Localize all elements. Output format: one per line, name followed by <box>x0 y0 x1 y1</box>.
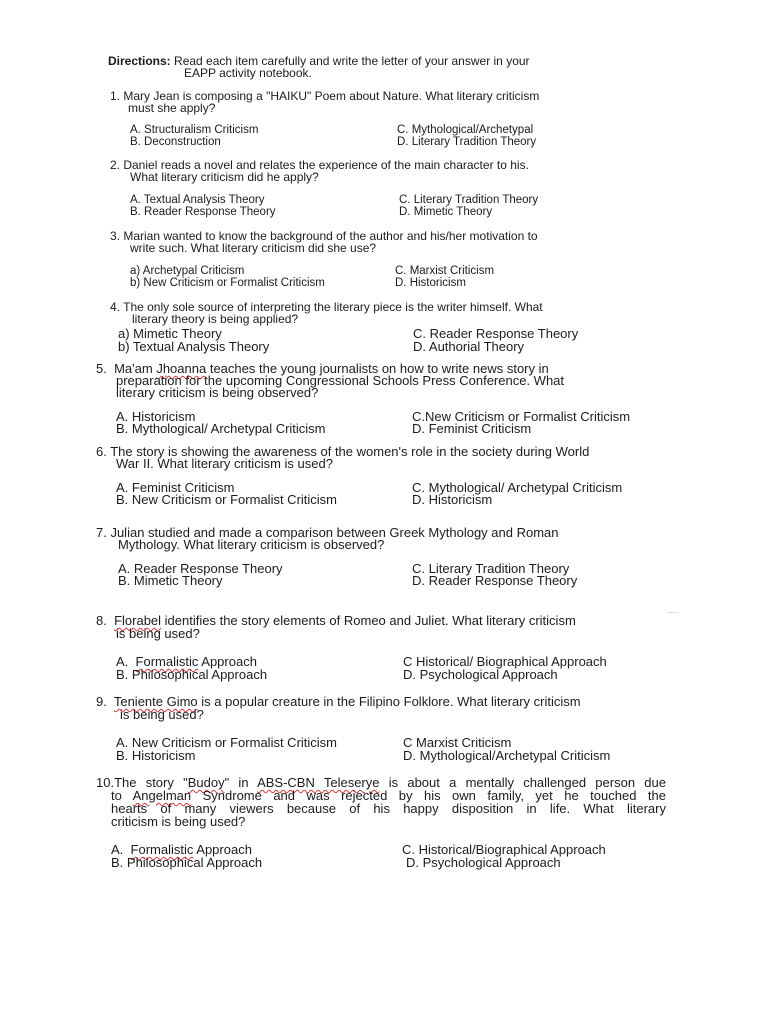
directions-line-1 <box>108 55 530 67</box>
question-8-choice-a-letter: A. <box>116 654 129 669</box>
question-1-choice-c: C. Mythological/Archetypal <box>397 124 534 136</box>
question-8-choice-a-word: Formalistic <box>135 654 199 669</box>
question-5-name: Jhoanna <box>156 361 207 376</box>
question-2-line-2: What literary criticism did he apply? <box>130 170 319 184</box>
question-4-choice-d: D. Authorial Theory <box>413 339 525 354</box>
question-7-line-2: Mythology. What literary criticism is observed? <box>118 537 385 552</box>
question-5-choice-c: C.New Criticism or Formalist Criticism <box>412 409 631 424</box>
question-9-name: Teniente Gimo <box>113 694 198 709</box>
question-3-choice-a: a) Archetypal Criticism <box>130 265 245 277</box>
question-10-text: is about a mentally challenged person due <box>388 775 666 790</box>
question-10-choice-b: B. Philosophical Approach <box>111 855 263 870</box>
stray-mark <box>667 612 679 613</box>
question-9-choice-d: D. Mythological/Archetypal Criticism <box>403 748 611 763</box>
question-5-text: teaches the young journalists on how to write news story in <box>209 361 549 376</box>
question-10-choice-c: C. Historical/Biographical Approach <box>402 842 606 857</box>
question-10-syndrome-name: Angelman <box>132 788 192 803</box>
question-5-choice-a: A. Historicism <box>116 409 196 424</box>
question-3-choice-d: D. Historicism <box>395 277 466 289</box>
question-8-choice-d: D. Psychological Approach <box>403 667 558 682</box>
question-10-line-2-text: Syndrome and was rejected by his own family, yet he touched the <box>202 788 666 803</box>
question-2-choice-d: D. Mimetic Theory <box>399 206 493 218</box>
question-9-line-2: is being used? <box>120 707 204 722</box>
question-6-choice-c: C. Mythological/ Archetypal Criticism <box>412 480 623 495</box>
question-8-number: 8. <box>96 613 107 628</box>
question-10-prefix: 10.The story " <box>96 775 188 790</box>
question-2-choice-a: A. Textual Analysis Theory <box>130 194 265 206</box>
question-1-choice-b: B. Deconstruction <box>130 136 221 148</box>
directions-text: Read each item carefully and write the letter of your answer in your <box>174 54 530 68</box>
question-8-text: identifies the story elements of Romeo and Juliet. What literary criticism <box>164 613 576 628</box>
question-9-text: is a popular creature in the Filipino Folklore. What literary criticism <box>201 694 581 709</box>
directions-label: Directions: <box>108 54 171 68</box>
question-10-line-2-pre: to <box>111 788 122 803</box>
question-2-line-1: 2. Daniel reads a novel and relates the experience of the main character to his. <box>110 158 529 172</box>
question-5-choice-b: B. Mythological/ Archetypal Criticism <box>116 421 326 436</box>
question-6-choice-a: A. Feminist Criticism <box>116 480 235 495</box>
question-4-line-2: literary theory is being applied? <box>132 312 299 326</box>
question-8-choice-a-rest: Approach <box>201 654 257 669</box>
question-9-choice-b: B. Historicism <box>116 748 196 763</box>
question-1-line-1: 1. Mary Jean is composing a "HAIKU" Poem about Nature. What literary criticism <box>110 89 540 103</box>
question-4-choice-b: b) Textual Analysis Theory <box>118 339 270 354</box>
question-5-number: 5. <box>96 361 107 376</box>
question-10-line-4: criticism is being used? <box>111 814 246 829</box>
question-2-choice-b: B. Reader Response Theory <box>130 206 276 218</box>
question-10-choice-a-rest: Approach <box>196 842 252 857</box>
question-10-mid: " in <box>224 775 249 790</box>
question-4-choice-a: a) Mimetic Theory <box>118 326 222 341</box>
directions-line-2: EAPP activity notebook. <box>184 66 312 80</box>
question-8-choice-c: C Historical/ Biographical Approach <box>403 654 607 669</box>
question-3-line-2: write such. What literary criticism did she use? <box>130 241 377 255</box>
question-5-line-2: preparation for the upcoming Congressional Schools Press Conference. What <box>116 373 565 388</box>
question-8-line-2: is being used? <box>116 626 200 641</box>
question-3-line-1: 3. Marian wanted to know the background of the author and his/her motivation to <box>110 229 538 243</box>
question-10-network: ABS-CBN Teleserye <box>257 775 380 790</box>
question-10-choice-d: D. Psychological Approach <box>406 855 561 870</box>
question-6-choice-d: D. Historicism <box>412 492 493 507</box>
question-2-choice-c: C. Literary Tradition Theory <box>399 194 539 206</box>
question-1-choice-a: A. Structuralism Criticism <box>130 124 259 136</box>
question-9-choice-a: A. New Criticism or Formalist Criticism <box>116 735 337 750</box>
question-5-line-3: literary criticism is being observed? <box>116 385 319 400</box>
question-3-choice-b: b) New Criticism or Formalist Criticism <box>130 277 325 289</box>
question-7-choice-c: C. Literary Tradition Theory <box>412 561 570 576</box>
question-1-line-2: must she apply? <box>128 101 216 115</box>
question-4-choice-c: C. Reader Response Theory <box>413 326 579 341</box>
question-8-name: Florabel <box>114 613 162 628</box>
question-1-choice-d: D. Literary Tradition Theory <box>397 136 537 148</box>
question-5-prefix: Ma'am <box>114 361 153 376</box>
question-8-choice-b: B. Philosophical Approach <box>116 667 268 682</box>
question-3-choice-c: C. Marxist Criticism <box>395 265 495 277</box>
question-4-line-1: 4. The only sole source of interpreting the literary piece is the writer himself. What <box>110 300 543 314</box>
question-10-choice-a-word: Formalistic <box>130 842 194 857</box>
question-7-choice-a: A. Reader Response Theory <box>118 561 283 576</box>
question-10-title: Budoy <box>187 775 225 790</box>
question-7-choice-d: D. Reader Response Theory <box>412 573 578 588</box>
question-7-line-1: 7. Julian studied and made a comparison between Greek Mythology and Roman <box>96 525 559 540</box>
question-10-line-3: hearts of many viewers because of his happy disposition in life. What literary <box>111 801 666 816</box>
question-9-number: 9. <box>96 694 107 709</box>
question-5-choice-d: D. Feminist Criticism <box>412 421 532 436</box>
question-6-line-2: War II. What literary criticism is used? <box>116 456 333 471</box>
question-7-choice-b: B. Mimetic Theory <box>118 573 223 588</box>
question-6-line-1: 6. The story is showing the awareness of the women's role in the society during World <box>96 444 590 459</box>
question-6-choice-b: B. New Criticism or Formalist Criticism <box>116 492 337 507</box>
question-10-choice-a-letter: A. <box>111 842 124 857</box>
question-9-choice-c: C Marxist Criticism <box>403 735 512 750</box>
